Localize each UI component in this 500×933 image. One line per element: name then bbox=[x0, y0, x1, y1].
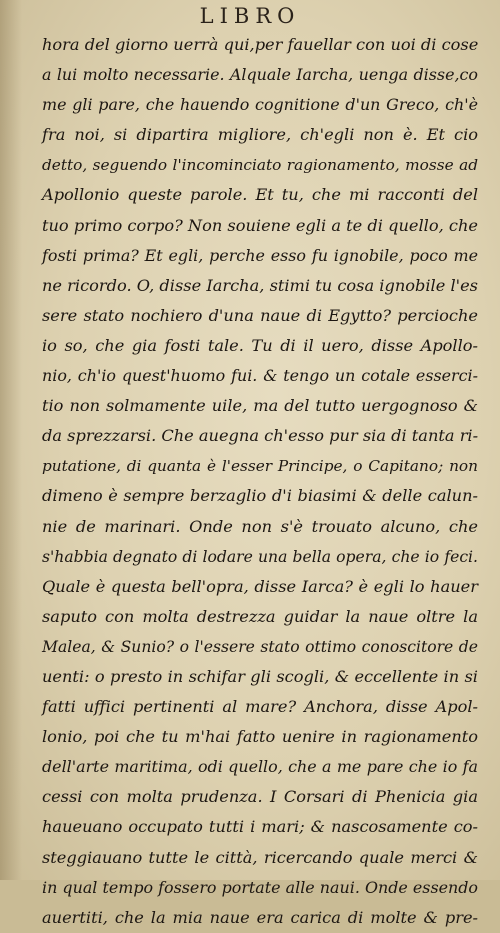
text-line: nie de marinari. Onde non s'è trouato alcuno, che bbox=[42, 516, 478, 536]
text-line: tuo primo corpo? Non souiene egli a te di quello, che bbox=[42, 215, 478, 235]
text-line: in qual tempo fossero portate alle naui. Onde essendo bbox=[42, 877, 478, 897]
text-line: saputo con molta destrezza guidar la naue oltre la bbox=[42, 606, 478, 626]
text-line: sere stato nochiero d'una naue di Egytto? percioche bbox=[42, 305, 478, 325]
text-line: auertiti, che la mia naue era carica di molte & pre- bbox=[42, 907, 478, 927]
text-line: io so, che gia fosti tale. Tu di il uero, disse Apollo- bbox=[42, 335, 478, 355]
text-line: ne ricordo. O, disse Iarcha, stimi tu cosa ignobile l'es bbox=[42, 275, 478, 295]
text-line: me gli pare, che hauendo cognitione d'un Greco, ch'è bbox=[42, 95, 478, 115]
text-line: dell'arte maritima, odi quello, che a me pare che io fa bbox=[42, 757, 478, 777]
page-body-text bbox=[42, 30, 478, 933]
text-line: a lui molto necessarie. Alquale Iarcha, uenga disse,co bbox=[42, 65, 478, 85]
text-line: Apollonio queste parole. Et tu, che mi racconti del bbox=[42, 185, 478, 205]
text-line: cessi con molta prudenza. I Corsari di Phenicia gia bbox=[42, 787, 478, 807]
text-line: dimeno è sempre berzaglio d'i biasimi & delle calun- bbox=[42, 486, 478, 506]
text-line: tio non solmamente uile, ma del tutto uergognoso & bbox=[42, 396, 478, 416]
running-head: LIBRO bbox=[199, 4, 301, 28]
text-line: s'habbia degnato di lodare una bella opera, che io feci. bbox=[42, 547, 478, 566]
text-line: da sprezzarsi. Che auegna ch'esso pur sia di tanta ri- bbox=[42, 426, 479, 446]
text-line: fosti prima? Et egli, perche esso fu ignobile, poco me bbox=[42, 245, 478, 265]
text-line: lonio, poi che tu m'hai fatto uenire in ragionamento bbox=[42, 727, 478, 747]
text-line: hora del giorno uerrà qui,per fauellar con uoi di cose bbox=[42, 35, 479, 54]
text-line: Quale è questa bell'opra, disse Iarca? è egli lo hauer bbox=[42, 576, 478, 596]
text-line: steggiauano tutte le città, ricercando quale merci & bbox=[42, 847, 478, 867]
text-line: detto, seguendo l'incominciato ragionamento, mosse ad bbox=[42, 156, 478, 175]
text-line: putatione, di quanta è l'esser Principe, o Capitano; non bbox=[42, 457, 478, 476]
text-line: fra noi, si dipartira migliore, ch'egli non è. Et cio bbox=[42, 125, 478, 145]
text-line: uenti: o presto in schifar gli scogli, & eccellente in si bbox=[42, 666, 478, 686]
text-line: fatti uffici pertinenti al mare? Anchora, disse Apol- bbox=[42, 697, 478, 717]
text-line: Malea, & Sunio? o l'essere stato ottimo conoscitore de bbox=[42, 637, 478, 656]
text-line: nio, ch'io quest'huomo fui. & tengo un cotale esserci- bbox=[42, 366, 478, 386]
text-line: haueuano occupato tutti i mari; & nascosamente co- bbox=[42, 817, 478, 837]
